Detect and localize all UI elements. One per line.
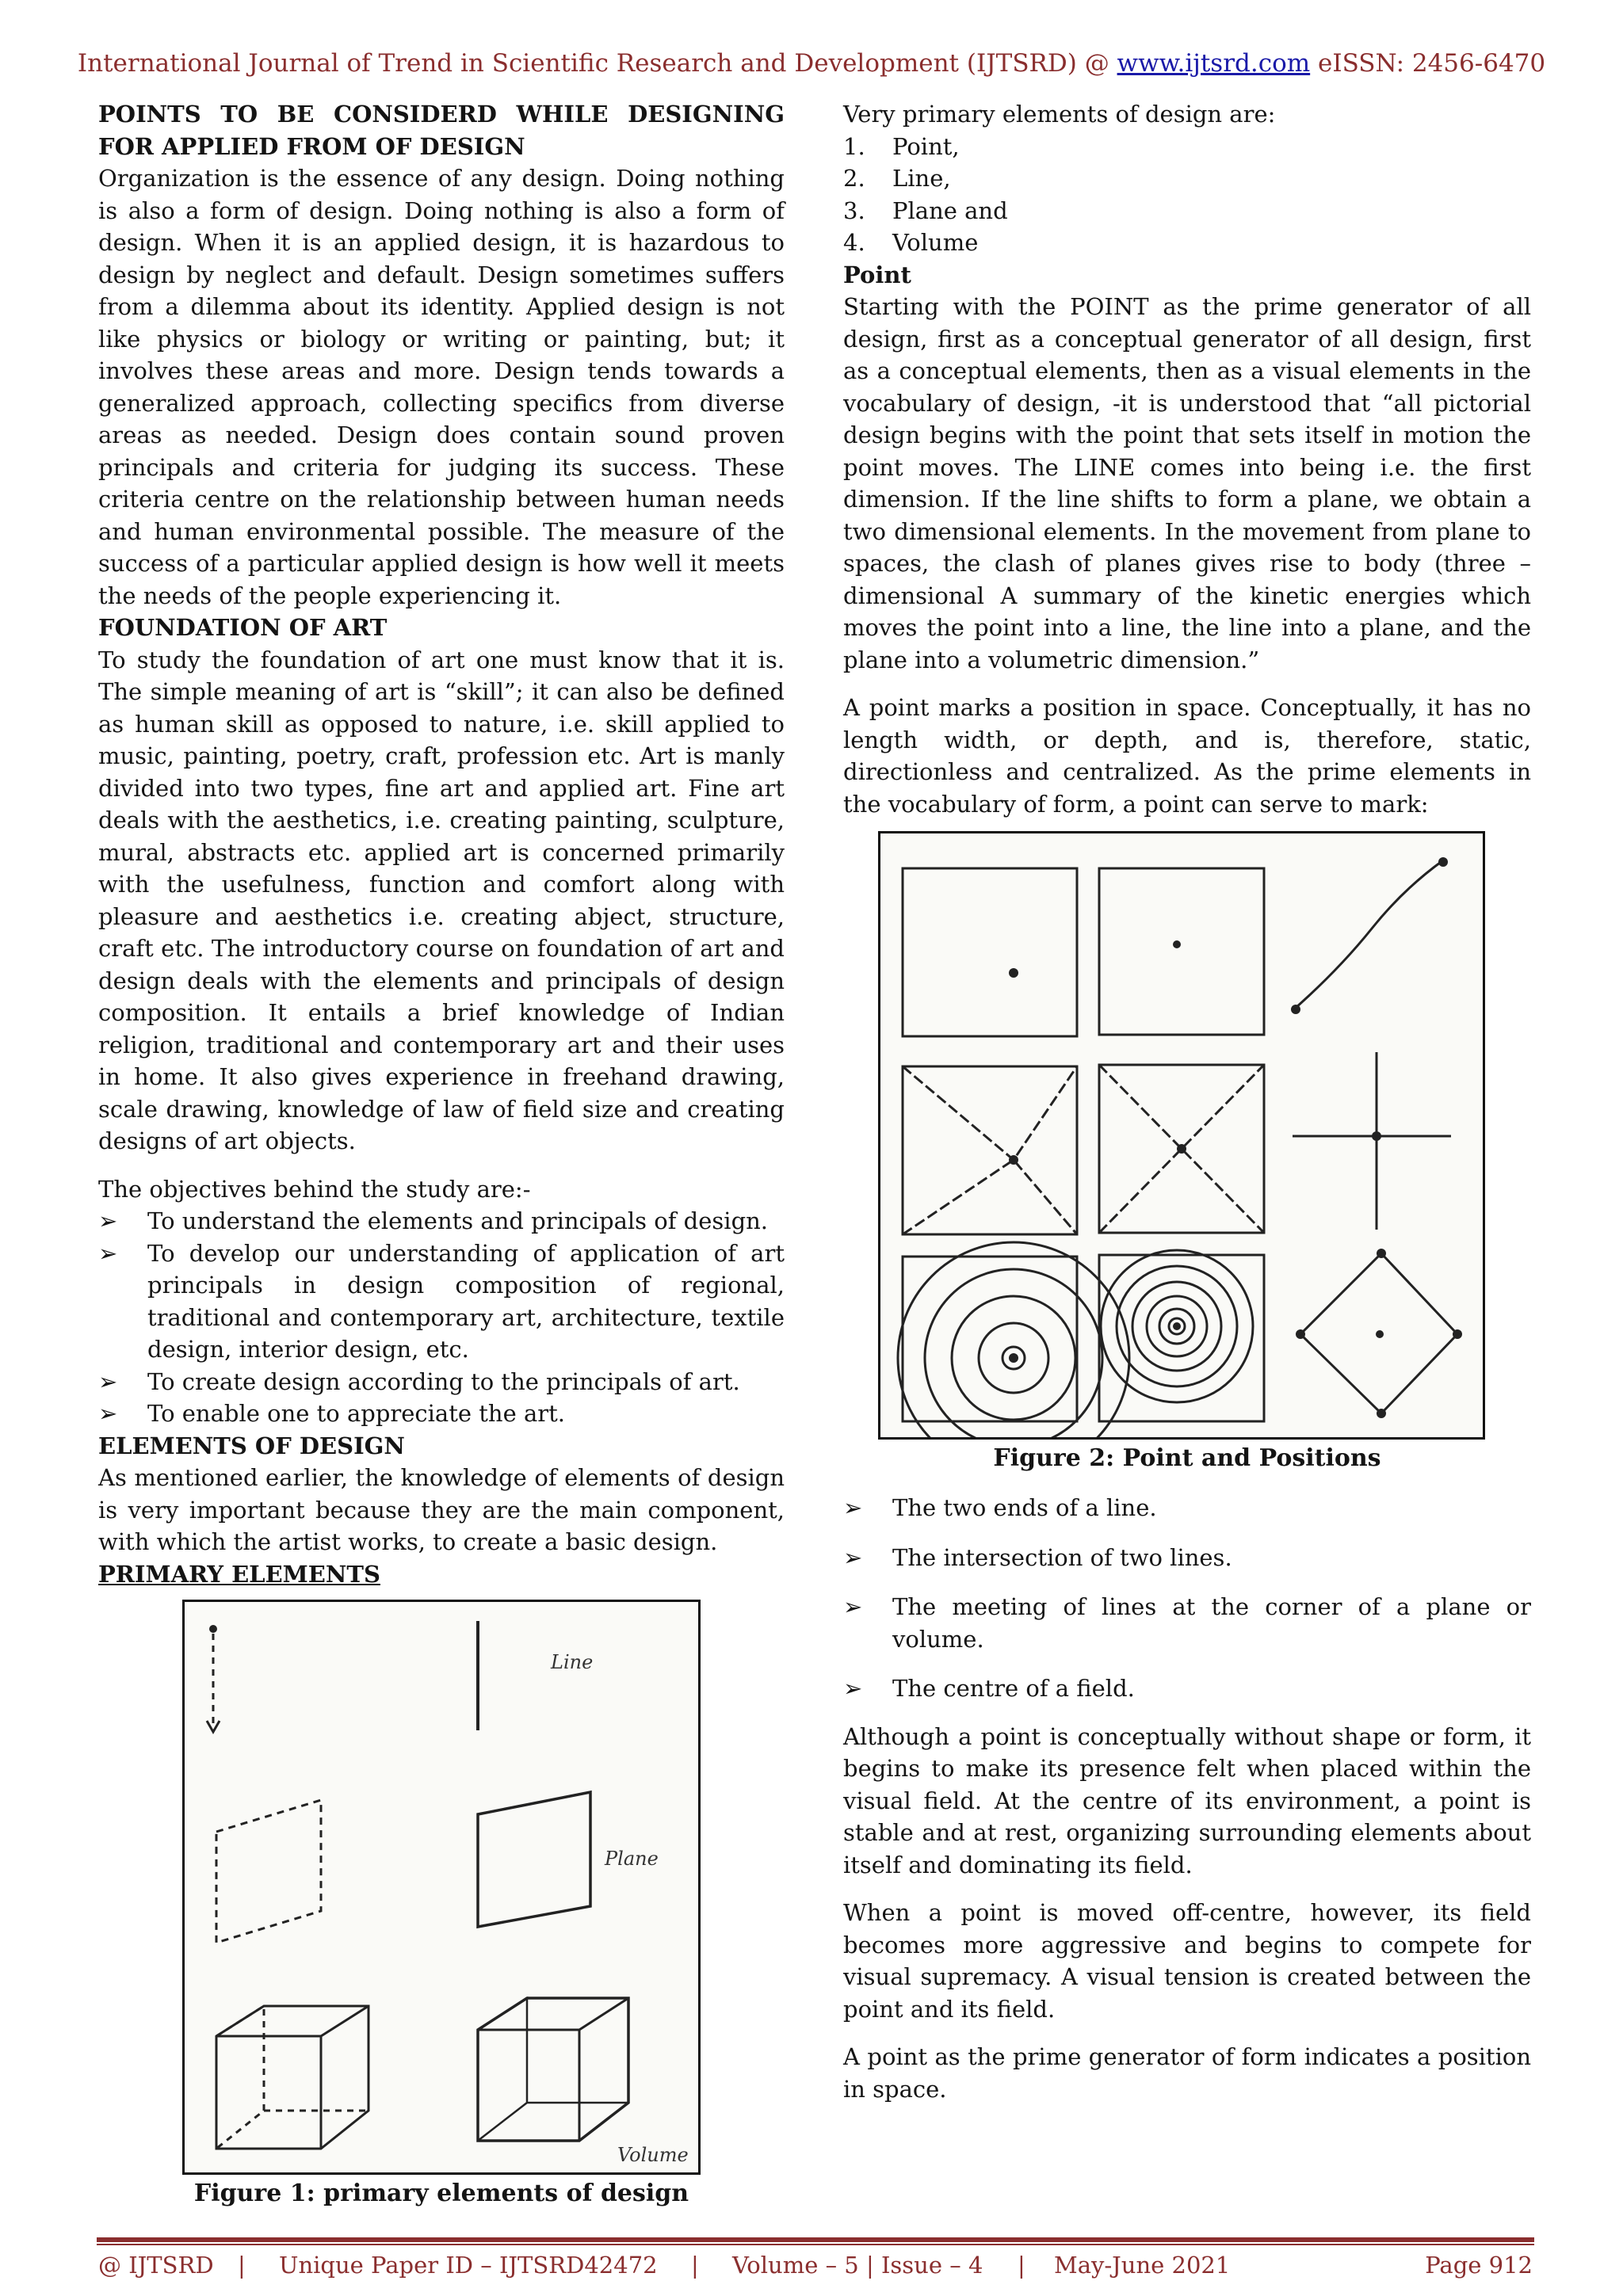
figure-1-primary-elements [182,1600,701,2175]
paragraph: When a point is moved off-centre, however, its field becomes more aggressive and begins to compete for visual supremacy. A visual tension is created between the point and its field. [843,1899,1531,2023]
footer-paper-id: Unique Paper ID – IJTSRD42472 [279,2252,658,2279]
header-text: International Journal of Trend in Scientific Research and Development (IJTSRD) @ [77,49,1117,78]
paragraph: Starting with the POINT as the prime generator of all design, first as a conceptual generator of all design, first as a conceptual elements, then as a visual elements in the vocabulary of design, -it is understood that “all pictorial design begins with the point that sets itself in motion the point moves. The LINE comes into being i.e. the first dimension. If the line shifts to form a plane, we obtain a two dimensional elements. In the movement from plane to spaces, the clash of planes gives rise to body (three – dimensional A summary of the kinetic energies which moves the point into a line, the line into a plane, and the plane into a volumetric dimension.” [843,293,1531,673]
section-heading-foundation: FOUNDATION OF ART [98,614,388,641]
arrow-bullet-icon: ➢ [843,1593,863,1620]
list-item: ➢ To create design according to the principals of art. [98,1366,785,1398]
arrow-bullet-icon: ➢ [843,1543,863,1571]
arrow-bullet-icon: ➢ [98,1400,118,1427]
paragraph: A point marks a position in space. Conceptually, it has no length width, or depth, and is, therefore, static, directionless and centralized. As the prime elements in the vocabulary of form, a point can serve to mark: [843,694,1531,818]
paragraph: As mentioned earlier, the knowledge of elements of design is very important because they are the main component, with which the artist works, to create a basic design. [98,1464,785,1555]
section-heading-considerations: POINTS TO BE CONSIDERD WHILE DESIGNING FOR APPLIED FROM OF DESIGN [98,101,785,160]
figure-1-caption: Figure 1: primary elements of design [193,2180,689,2207]
arrow-bullet-icon: ➢ [843,1494,863,1521]
list-item: ➢ To develop our understanding of application of art principals in design composition of regional, traditional and contemporary art, architecture, textile design, interior design, etc. [98,1238,785,1366]
line-label: Line [551,1651,594,1673]
paragraph: Organization is the essence of any design. Doing nothing is also a form of design. Doing nothing is also a form of design. When it is an applied design, it is hazardous to design by neglect and default. Design sometimes suffers from a dilemma about its identity. Applied design is not like physics or biology or writing or painting, but; it involves these areas and more. Design tends towards a generalized approach, collecting specifics from diverse areas as needed. Design does contain sound proven principals and criteria for judging its success. These criteria centre on the relationship between human needs and human environmental possible. The measure of the success of a particular applied design is how well it meets the needs of the people experiencing it. [98,165,785,609]
footer-separator: | [238,2252,246,2279]
right-column [843,98,1531,2105]
elements-list [843,131,1531,259]
header-issn: eISSN: 2456-6470 [1310,49,1546,78]
footer-volume-issue: Volume – 5 | Issue – 4 [732,2252,983,2279]
plane-label: Plane [605,1848,659,1870]
journal-header [0,49,1623,78]
objectives-list [98,1205,785,1430]
journal-link[interactable]: www.ijtsrd.com [1117,49,1311,78]
section-heading-primary-elements: PRIMARY ELEMENTS [98,1560,380,1588]
figure-2-caption: Figure 2: Point and Positions [993,1444,1381,1472]
arrow-bullet-icon: ➢ [843,1675,863,1702]
footer-date: May-June 2021 [1054,2252,1231,2279]
footer-page-number: Page 912 [1425,2252,1533,2279]
section-heading-point: Point [843,261,911,288]
paragraph: To study the foundation of art one must know that it is. The simple meaning of art is “skill”; it can also be defined as human skill as opposed to nature, i.e. skill applied to music, painting, poetry, craft, profession etc. Art is manly divided into two types, fine art and applied art. Fine art deals with the aesthetics, i.e. creating painting, sculpture, mural, abstracts etc. applied art is concerned primarily with the usefulness, function and comfort along with pleasure and aesthetics i.e. creating abject, structure, craft etc. The introductory course on foundation of art and design deals with the elements and principals of design composition. It entails a brief knowledge of Indian religion, traditional and contemporary art and their uses in home. It also gives experience in freehand drawing, scale drawing, knowledge of law of field size and creating designs of art objects. [98,646,785,1154]
page-footer [98,2252,1533,2283]
list-item: ➢ The intersection of two lines. [843,1542,1531,1574]
arrow-bullet-icon: ➢ [98,1207,118,1234]
paragraph: Although a point is conceptually without shape or form, it begins to make its presence felt when placed within the visual field. At the centre of its environment, a point is stable and at rest, organizing surrounding elements about itself and dominating its field. [843,1722,1531,1878]
paragraph: A point as the prime generator of form indicates a position in space. [843,2043,1531,2103]
paragraph: Very primary elements of design are: [843,101,1276,128]
list-item: ➢ To understand the elements and principals of design. [98,1205,785,1238]
list-item: ➢ The meeting of lines at the corner of a plane or volume. [843,1591,1531,1655]
point-positions-drawing [880,833,1483,1437]
figure-2-point-positions [878,831,1485,1440]
point-marks-list [843,1492,1531,1705]
volume-label: Volume [617,2144,689,2166]
paragraph: The objectives behind the study are:- [98,1175,531,1203]
list-item: ➢ The centre of a field. [843,1672,1531,1705]
section-heading-elements: ELEMENTS OF DESIGN [98,1432,405,1459]
list-item: 3. Plane and [843,196,1008,224]
primary-elements-drawing [185,1602,698,2172]
list-item: 1. Point, [843,132,960,160]
list-item: 2. Line, [843,165,951,192]
footer-separator: | [691,2252,699,2279]
footer-rule [97,2237,1534,2242]
arrow-bullet-icon: ➢ [98,1367,118,1395]
list-item: 4. Volume [843,229,979,256]
footer-rule [97,2244,1534,2245]
list-item: ➢ The two ends of a line. [843,1492,1531,1524]
arrow-bullet-icon: ➢ [98,1239,118,1267]
footer-separator: | [1018,2252,1025,2279]
list-item: ➢ To enable one to appreciate the art. [98,1398,785,1430]
left-column [98,98,785,2210]
footer-journal: @ IJTSRD [98,2252,214,2279]
